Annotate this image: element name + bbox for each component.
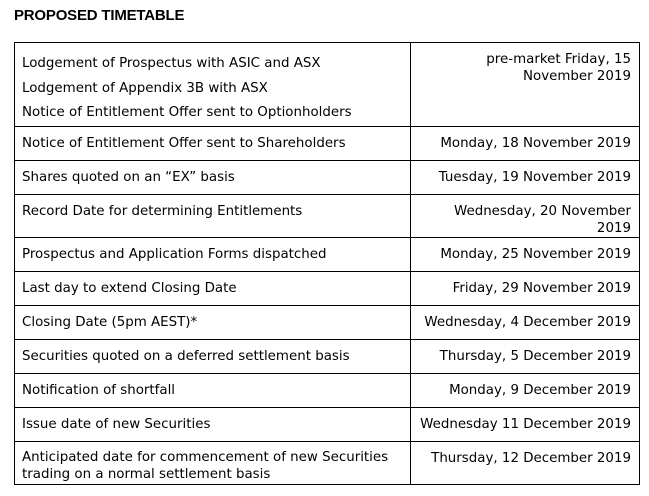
date-cell: Thursday, 12 December 2019	[411, 442, 640, 485]
table-row	[15, 374, 640, 408]
table-row	[15, 408, 640, 442]
table-row	[15, 43, 640, 127]
event-label: Notice of Entitlement Offer sent to Optionholders	[22, 105, 352, 120]
date-cell: Monday, 9 December 2019	[411, 374, 640, 408]
date-cell: Monday, 18 November 2019	[411, 127, 640, 161]
date-cell: Wednesday 11 December 2019	[411, 408, 640, 442]
event-cell: Record Date for determining Entitlements	[15, 195, 411, 238]
date-cell: Wednesday, 20 November 2019	[411, 195, 640, 238]
date-cell: Monday, 25 November 2019	[411, 238, 640, 272]
table-row	[15, 238, 640, 272]
event-cell: Shares quoted on an “EX” basis	[15, 161, 411, 195]
event-cell: Prospectus and Application Forms dispatched	[15, 238, 411, 272]
table-row	[15, 272, 640, 306]
event-cell: Securities quoted on a deferred settlement basis	[15, 340, 411, 374]
date-cell: pre-market Friday, 15 November 2019	[411, 43, 640, 127]
table-row	[15, 161, 640, 195]
table-row	[15, 127, 640, 161]
timetable	[14, 42, 640, 485]
event-label: Lodgement of Prospectus with ASIC and ASX	[22, 56, 321, 71]
event-cell: Last day to extend Closing Date	[15, 272, 411, 306]
event-cell: Closing Date (5pm AEST)*	[15, 306, 411, 340]
date-cell: Thursday, 5 December 2019	[411, 340, 640, 374]
date-cell: Friday, 29 November 2019	[411, 272, 640, 306]
event-cell: Issue date of new Securities	[15, 408, 411, 442]
table-row	[15, 195, 640, 238]
table-row	[15, 340, 640, 374]
event-cell	[15, 43, 411, 127]
date-cell: Tuesday, 19 November 2019	[411, 161, 640, 195]
event-cell: Anticipated date for commencement of new Securities trading on a normal settlement basis	[15, 442, 411, 485]
event-label: Lodgement of Appendix 3B with ASX	[22, 80, 268, 96]
page-title: PROPOSED TIMETABLE	[14, 7, 185, 24]
event-cell: Notification of shortfall	[15, 374, 411, 408]
event-cell: Notice of Entitlement Offer sent to Shareholders	[15, 127, 411, 161]
table-row	[15, 306, 640, 340]
date-cell: Wednesday, 4 December 2019	[411, 306, 640, 340]
table-row	[15, 442, 640, 485]
